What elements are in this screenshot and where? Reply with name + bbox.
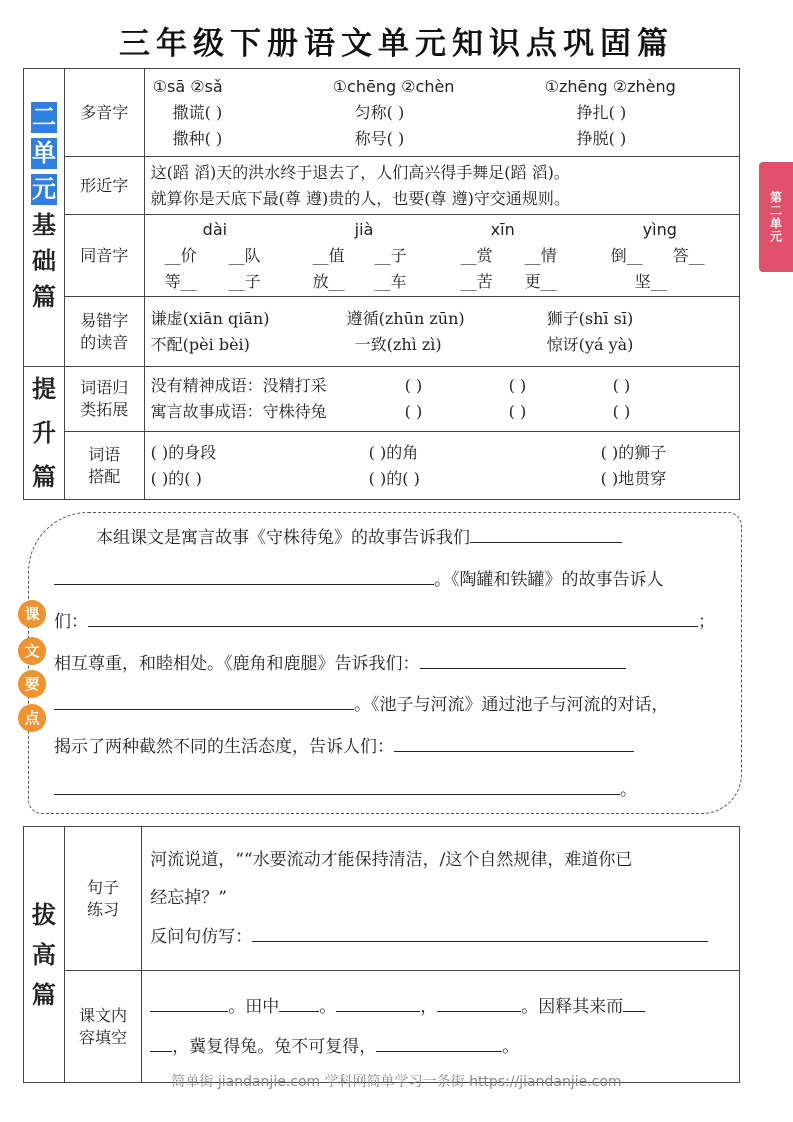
- rhetorical-rewrite-line: 反问句仿写：: [150, 915, 733, 959]
- match-blank[interactable]: ( )的狮子: [600, 442, 667, 462]
- blank-shang[interactable]: __赏: [460, 245, 493, 265]
- idiom-blank[interactable]: ( ): [612, 376, 631, 396]
- blank-geng[interactable]: 更__: [524, 271, 557, 291]
- idiom-category-fable: 寓言故事成语：守株待兔: [150, 402, 327, 422]
- row-label-tongyin: 同音字: [64, 215, 144, 297]
- idiom-category-spirit: 没有精神成语：没精打采: [150, 376, 327, 396]
- quote-line-2: 经忘掉？”: [150, 887, 227, 908]
- match-blank[interactable]: ( )的( ): [368, 468, 420, 488]
- blank-qing[interactable]: __情: [524, 245, 557, 265]
- match-blank[interactable]: ( )地贯穿: [600, 468, 667, 488]
- pinyin-sa: ①sā ②sǎ: [152, 76, 223, 96]
- answer-blank[interactable]: [54, 567, 434, 585]
- choice-zunxun[interactable]: 遵循(zhūn zūn): [346, 308, 465, 328]
- choice-bupei[interactable]: 不配(pèi bèi): [150, 334, 250, 354]
- row-label-juzi: 句子 练习: [64, 827, 141, 971]
- dapei-content: [144, 432, 739, 500]
- choice-qianxu[interactable]: 谦虚(xiān qiān): [150, 308, 270, 328]
- row-label-dapei: 词语 搭配: [64, 432, 144, 500]
- blank-jian[interactable]: 坚__: [634, 271, 667, 291]
- pinyin-ying: yìng: [642, 219, 677, 239]
- advanced-table: [23, 826, 740, 1083]
- blank-dao[interactable]: 倒__: [610, 245, 643, 265]
- fill-blank[interactable]: [279, 994, 319, 1012]
- pinyin-cheng: ①chēng ②chèn: [332, 76, 455, 96]
- idiom-blank[interactable]: ( ): [612, 402, 631, 422]
- answer-blank[interactable]: [394, 734, 634, 752]
- blank-dui[interactable]: __队: [228, 245, 261, 265]
- fill-blank[interactable]: [437, 994, 521, 1012]
- answer-blank[interactable]: [54, 692, 354, 710]
- basic-table: [23, 68, 740, 500]
- keypoints-line-7: 。: [54, 777, 637, 803]
- keypoints-line-3: 们： ；: [54, 609, 715, 635]
- blank-fang[interactable]: 放__: [312, 271, 345, 291]
- answer-blank[interactable]: [88, 609, 698, 627]
- keypoints-line-1: 本组课文是寓言故事《守株待兔》的故事告诉我们: [96, 525, 622, 551]
- blank-jia-price[interactable]: __价: [164, 245, 197, 265]
- pinyin-jia: jià: [354, 219, 374, 239]
- pinyin-xin: xīn: [490, 219, 515, 239]
- choice-yizhi[interactable]: 一致(zhì zì): [354, 334, 442, 354]
- word-zhengzha[interactable]: 挣扎( ): [576, 102, 627, 122]
- section-advanced-label: 拔 高 篇: [24, 827, 65, 1083]
- guilei-content: [144, 367, 739, 432]
- row-label-duoyin: 多音字: [64, 69, 144, 157]
- word-yuncheng[interactable]: 匀称( ): [354, 102, 405, 122]
- blank-zhi[interactable]: __值: [312, 245, 345, 265]
- blank-che[interactable]: __车: [374, 271, 407, 291]
- row-label-tiankong: 课文内 容填空: [64, 971, 141, 1083]
- blank-da[interactable]: 答__: [672, 245, 705, 265]
- blank-zi-2[interactable]: __子: [228, 271, 261, 291]
- keypoint-badge: 课: [18, 600, 46, 628]
- idiom-blank[interactable]: ( ): [404, 376, 423, 396]
- section-basic-label: [24, 69, 65, 367]
- idiom-blank[interactable]: ( ): [404, 402, 423, 422]
- answer-blank[interactable]: [420, 651, 626, 669]
- keypoint-badge: 文: [18, 637, 46, 665]
- word-zhengtuo[interactable]: 挣脱( ): [576, 128, 627, 148]
- answer-blank[interactable]: [470, 525, 622, 543]
- blank-deng[interactable]: 等__: [164, 271, 197, 291]
- juzi-content: [142, 827, 740, 971]
- keypoints-line-5: 。《池子与河流》通过池子与河流的对话，: [54, 692, 669, 718]
- fill-blank[interactable]: [623, 994, 645, 1012]
- match-blank[interactable]: ( )的角: [368, 442, 419, 462]
- word-sahuang[interactable]: 撒谎( ): [172, 102, 223, 122]
- section-improve-label: 提 升 篇: [24, 367, 65, 500]
- choice-shizi[interactable]: 狮子(shī sī): [546, 308, 634, 328]
- blank-zi[interactable]: __子: [374, 245, 407, 265]
- choice-jingya[interactable]: 惊讶(yá yà): [546, 334, 634, 354]
- xingjin-line-2[interactable]: 就算你是天底下最(尊 遵)贵的人，也要(尊 遵)守交通规则。: [150, 188, 570, 208]
- row-label-guilei: 词语归 类拓展: [64, 367, 144, 432]
- answer-blank[interactable]: [54, 777, 620, 795]
- keypoints-line-4: 相互尊重，和睦相处。《鹿角和鹿腿》告诉我们：: [54, 651, 626, 677]
- fill-blank[interactable]: [150, 994, 228, 1012]
- duoyin-content: [144, 69, 739, 157]
- row-label-yicuo: 易错字 的读音: [64, 297, 144, 367]
- word-chenghao[interactable]: 称号( ): [354, 128, 405, 148]
- pinyin-dai: dài: [202, 219, 228, 239]
- fill-blank[interactable]: [150, 1034, 172, 1052]
- keypoint-badge: 点: [18, 704, 46, 732]
- keypoints-line-2: 。《陶罐和铁罐》的故事告诉人: [54, 567, 664, 593]
- idiom-blank[interactable]: ( ): [508, 402, 527, 422]
- idiom-blank[interactable]: ( ): [508, 376, 527, 396]
- blank-ku[interactable]: __苦: [460, 271, 493, 291]
- xingjin-content: [144, 157, 739, 215]
- fill-blank[interactable]: [376, 1034, 502, 1052]
- tongyin-content: [144, 215, 739, 297]
- keypoints-line-6: 揭示了两种截然不同的生活态度，告诉人们：: [54, 734, 634, 760]
- unit-box: 二 单 元 基 础 篇: [31, 103, 56, 311]
- match-blank[interactable]: ( )的身段: [150, 442, 217, 462]
- quote-line-1: 河流说道，““水要流动才能保持清洁，/这个自然规律，难道你已: [150, 849, 633, 870]
- footer-watermark: 简单街 jiandanjie.com 学科网简单学习一条街 https://jiandanjie.com: [171, 1074, 622, 1090]
- row-label-xingjin: 形近字: [64, 157, 144, 215]
- side-tab-label: 第二单元: [768, 191, 783, 243]
- unit-side-tab[interactable]: [759, 162, 793, 272]
- word-sazhong[interactable]: 撒种( ): [172, 128, 223, 148]
- keypoint-badge: 要: [18, 670, 46, 698]
- match-blank[interactable]: ( )的( ): [150, 468, 202, 488]
- rewrite-input[interactable]: [252, 924, 708, 942]
- tiankong-content: 。田中 。 ， 。因释其来而 ，冀复得兔。兔不可复得， 。: [142, 971, 740, 1083]
- page-title: 三年级下册语文单元知识点巩固篇: [119, 26, 674, 62]
- xingjin-line-1[interactable]: 这(蹈 滔)天的洪水终于退去了，人们高兴得手舞足(蹈 滔)。: [150, 162, 570, 182]
- pinyin-zheng: ①zhēng ②zhèng: [544, 76, 676, 96]
- yicuo-content: [144, 297, 739, 367]
- fill-blank[interactable]: [336, 994, 420, 1012]
